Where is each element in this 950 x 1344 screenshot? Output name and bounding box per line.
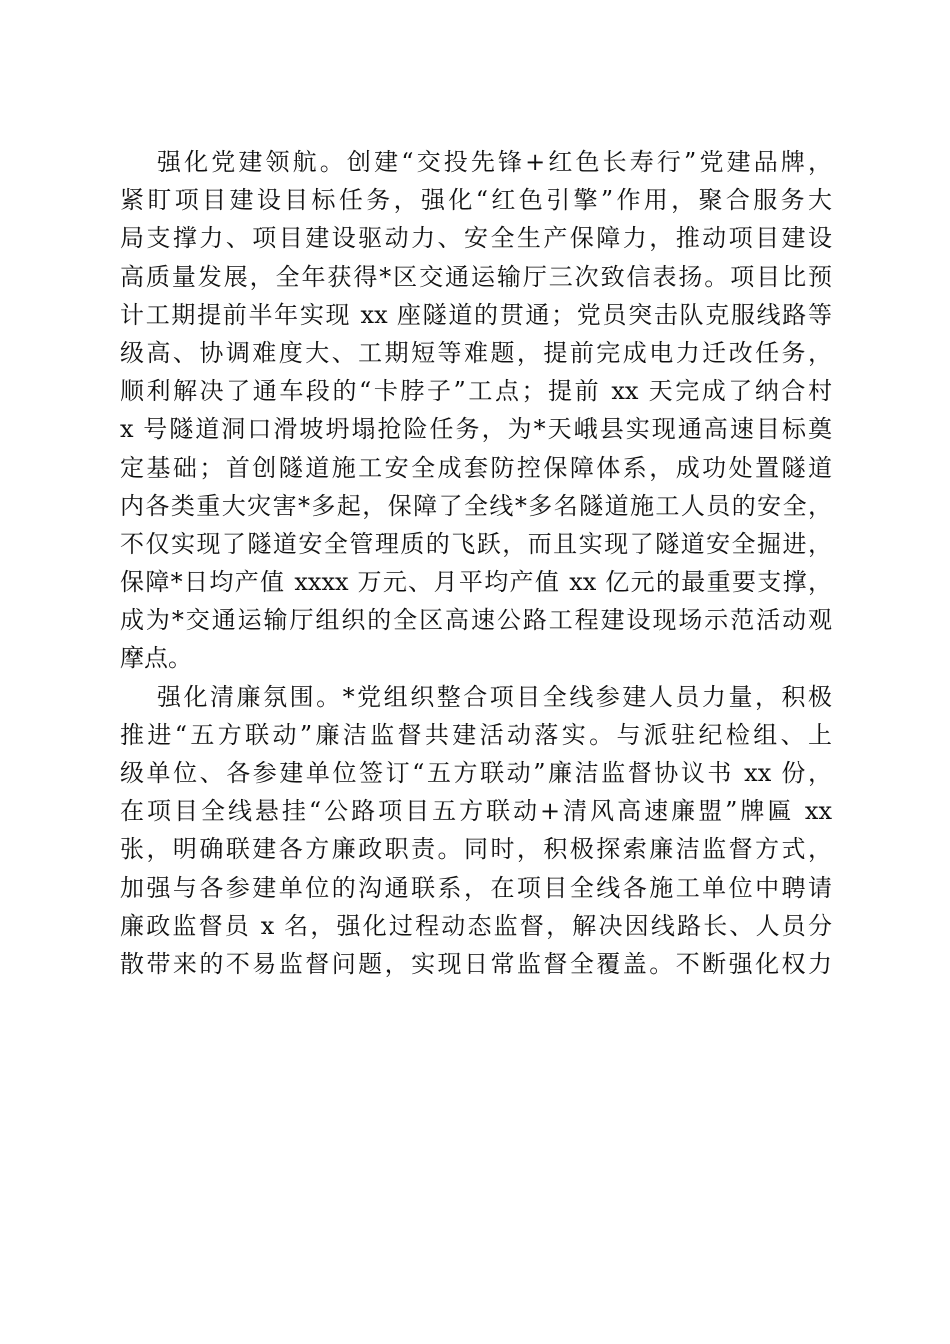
text-line: 加强与各参建单位的沟通联系，在项目全线各施工单位中聘请 [120,873,832,902]
text-line: 定基础；首创隧道施工安全成套防控保障体系，成功处置隧道 [120,453,832,482]
text-line: 强化党建领航。创建“交投先锋+红色长寿行”党建品牌， [157,148,832,176]
paragraph-party-building [120,143,832,678]
text-line: 不仅实现了隧道安全管理质的飞跃，而且实现了隧道安全掘进， [120,529,832,558]
text-line: 张，明确联建各方廉政职责。同时，积极探索廉洁监督方式， [120,835,832,864]
text-line: 廉政监督员 x 名，强化过程动态监督，解决因线路长、人员分 [120,911,832,940]
text-line: 计工期提前半年实现 xx 座隧道的贯通；党员突击队克服线路等 [120,300,832,329]
text-line: 保障*日均产值 xxxx 万元、月平均产值 xx 亿元的最重要支撑， [120,568,832,597]
document-body [120,143,832,983]
text-line: 级单位、各参建单位签订“五方联动”廉洁监督协议书 xx 份， [120,759,832,787]
text-line: 内各类重大灾害*多起，保障了全线*多名隧道施工人员的安全， [120,491,832,520]
text-line: 高质量发展，全年获得*区交通运输厅三次致信表扬。项目比预 [120,262,832,291]
text-line: 散带来的不易监督问题，实现日常监督全覆盖。不断强化权力 [120,949,832,978]
text-line: 强化清廉氛围。*党组织整合项目全线参建人员力量，积极 [157,682,832,711]
text-line: 成为*交通运输厅组织的全区高速公路工程建设现场示范活动观 [120,606,832,635]
text-line: 顺利解决了通车段的“卡脖子”工点；提前 xx 天完成了纳合村 [120,377,832,406]
paragraph-clean-governance [120,678,832,984]
text-line: 级高、协调难度大、工期短等难题，提前完成电力迁改任务， [120,338,832,367]
text-line-last: 摩点。 [120,644,192,673]
text-line: 推进“五方联动”廉洁监督共建活动落实。与派驻纪检组、上 [120,720,832,749]
text-line: 局支撑力、项目建设驱动力、安全生产保障力，推动项目建设 [120,224,832,253]
text-line: 在项目全线悬挂“公路项目五方联动+清风高速廉盟”牌匾 xx [120,797,832,826]
text-line: 紧盯项目建设目标任务，强化“红色引擎”作用，聚合服务大 [120,186,832,215]
text-line: x 号隧道洞口滑坡坍塌抢险任务，为*天峨县实现通高速目标奠 [120,415,832,444]
